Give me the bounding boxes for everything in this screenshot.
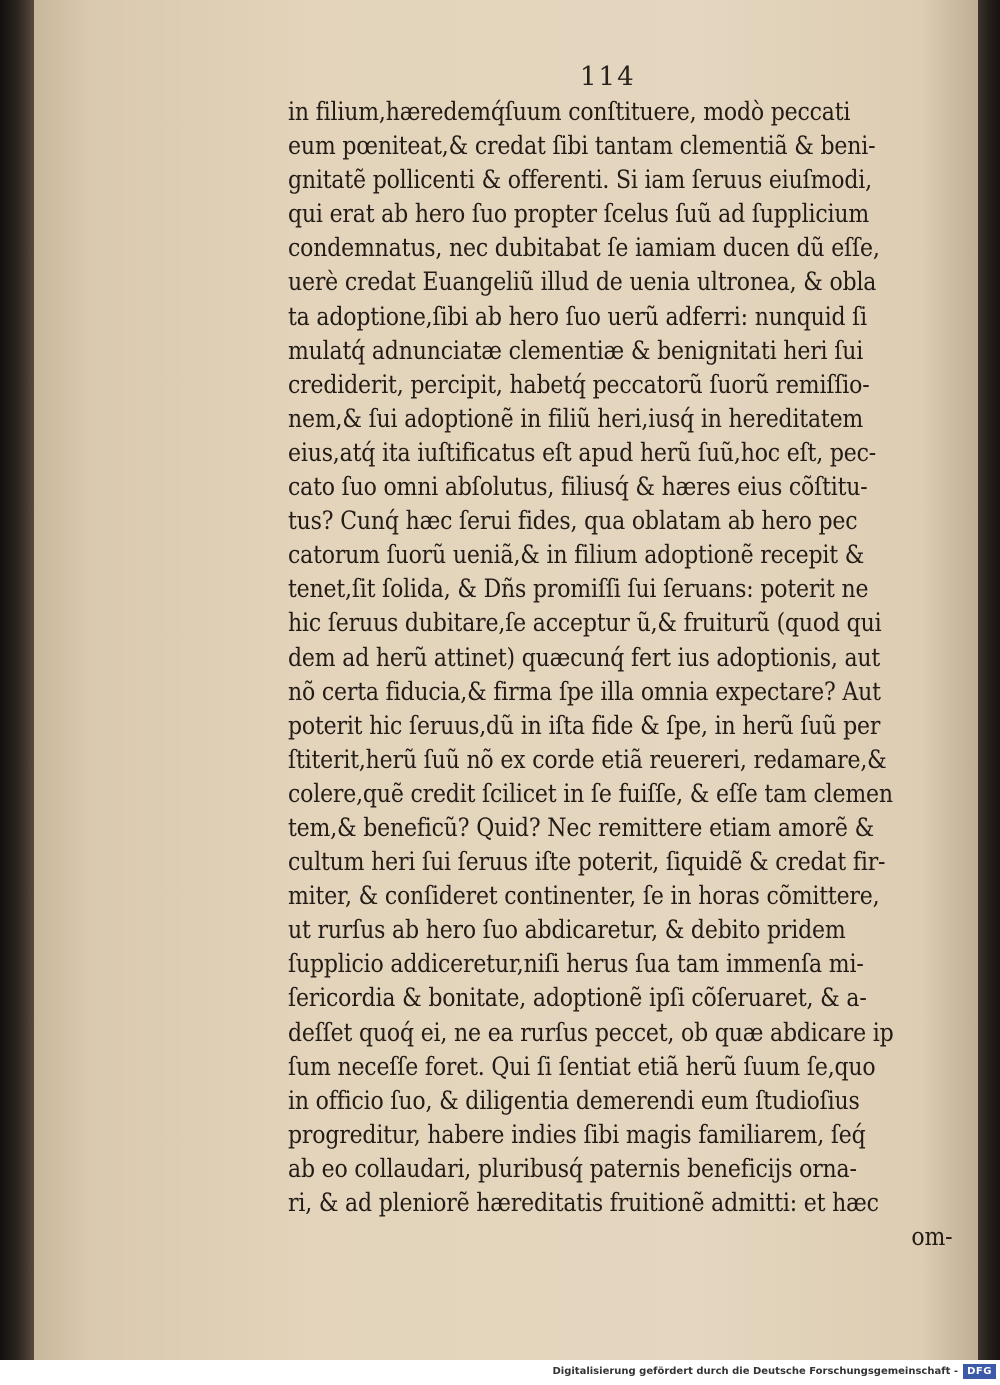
- text-line: ab eo collaudari, pluribusq́ paternis beneficijs orna-: [288, 1153, 857, 1183]
- text-line: ſum neceſſe foret. Qui ſi ſentiat etiã herũ ſuum ſe,quo: [288, 1051, 876, 1081]
- text-line: poterit hic ſeruus,dũ in iſta fide & ſpe, in herũ ſuũ per: [288, 710, 881, 740]
- text-line: eius,atq́ ita iuſtificatus eſt apud herũ ſuũ,hoc eſt, pec-: [288, 437, 876, 467]
- text-line: tus? Cunq́ hæc ſerui fides, qua oblatam ab hero pec: [288, 506, 858, 536]
- text-line: progreditur, habere indies ſibi magis familiarem, ſeq́: [288, 1119, 866, 1149]
- text-line: crediderit, percipit, habetq́ peccatorũ ſuorũ remiſſio-: [288, 369, 870, 399]
- text-line: cato ſuo omni abſolutus, filiusq́ & hæres eius cõſtitu-: [288, 472, 868, 502]
- text-line: colere,quẽ credit ſcilicet in ſe fuiſſe, & eſſe tam clemen: [288, 778, 893, 808]
- catchword: om-: [911, 1222, 953, 1252]
- text-line: ſupplicio addiceretur,niſi herus ſua tam immenſa mi-: [288, 949, 864, 979]
- footer-bar: [0, 1360, 1000, 1385]
- text-line: uerè credat Euangeliũ illud de uenia ultronea, & obla: [288, 267, 877, 297]
- text-line: gnitatẽ pollicenti & offerenti. Si iam ſeruus eiuſmodi,: [288, 165, 872, 195]
- text-line: ſericordia & bonitate, adoptionẽ ipſi cõſeruaret, & a-: [288, 983, 867, 1013]
- text-line: ſtiterit,herũ ſuũ nõ ex corde etiã reuereri, redamare,&: [288, 744, 887, 774]
- text-line: in filium,hæredemq́ſuum conſtituere, modò peccati: [288, 97, 851, 126]
- text-line: ta adoptione,ſibi ab hero ſuo uerũ adferri: nunquid ſi: [288, 301, 868, 331]
- text-line: eum pœniteat,& credat ſibi tantam clementiã & beni-: [288, 131, 876, 161]
- page-edge: [978, 0, 1000, 1360]
- text-line: nõ certa fiducia,& firma ſpe illa omnia expectare? Aut: [288, 676, 881, 706]
- book-spine: [0, 0, 34, 1360]
- text-line: qui erat ab hero ſuo propter ſcelus ſuũ ad ſupplicium: [288, 199, 870, 229]
- page-number: 114: [580, 62, 636, 92]
- body-text: [288, 95, 953, 1254]
- text-line: nem,& ſui adoptionẽ in filiũ heri,iusq́ in hereditatem: [288, 403, 864, 433]
- funding-credit: Digitalisierung gefördert durch die Deutsche Forschungsgemeinschaft -: [552, 1366, 958, 1377]
- text-line: hic ſeruus dubitare,ſe acceptur ũ,& fruiturũ (quod qui: [288, 608, 882, 638]
- text-line: miter, & conſideret continenter, ſe in horas cõmittere,: [288, 881, 880, 911]
- text-line: mulatq́ adnunciatæ clementiæ & benignitati heri ſui: [288, 335, 864, 365]
- text-line: ut rurſus ab hero ſuo abdicaretur, & debito pridem: [288, 915, 846, 945]
- dfg-logo: DFG: [963, 1364, 996, 1379]
- text-line: tenet,ſit ſolida, & Dñs promiſſi ſui ſeruans: poterit ne: [288, 574, 869, 604]
- text-line: tem,& beneficũ? Quid? Nec remittere etiam amorẽ &: [288, 812, 874, 842]
- text-line: in officio ſuo, & diligentia demerendi eum ſtudioſius: [288, 1085, 860, 1115]
- text-line: cultum heri ſui ſeruus iſte poterit, ſiquidẽ & credat fir-: [288, 847, 886, 877]
- text-line: condemnatus, nec dubitabat ſe iamiam ducen dũ eſſe,: [288, 233, 880, 263]
- text-line: dem ad herũ attinet) quæcunq́ fert ius adoptionis, aut: [288, 642, 881, 672]
- text-line: deſſet quoq́ ei, ne ea rurſus peccet, ob quæ abdicare ip: [288, 1017, 894, 1047]
- text-line: catorum ſuorũ ueniã,& in filium adoptionẽ recepit &: [288, 540, 865, 570]
- text-line: ri, & ad pleniorẽ hæreditatis fruitionẽ admitti: et hæc: [288, 1188, 879, 1217]
